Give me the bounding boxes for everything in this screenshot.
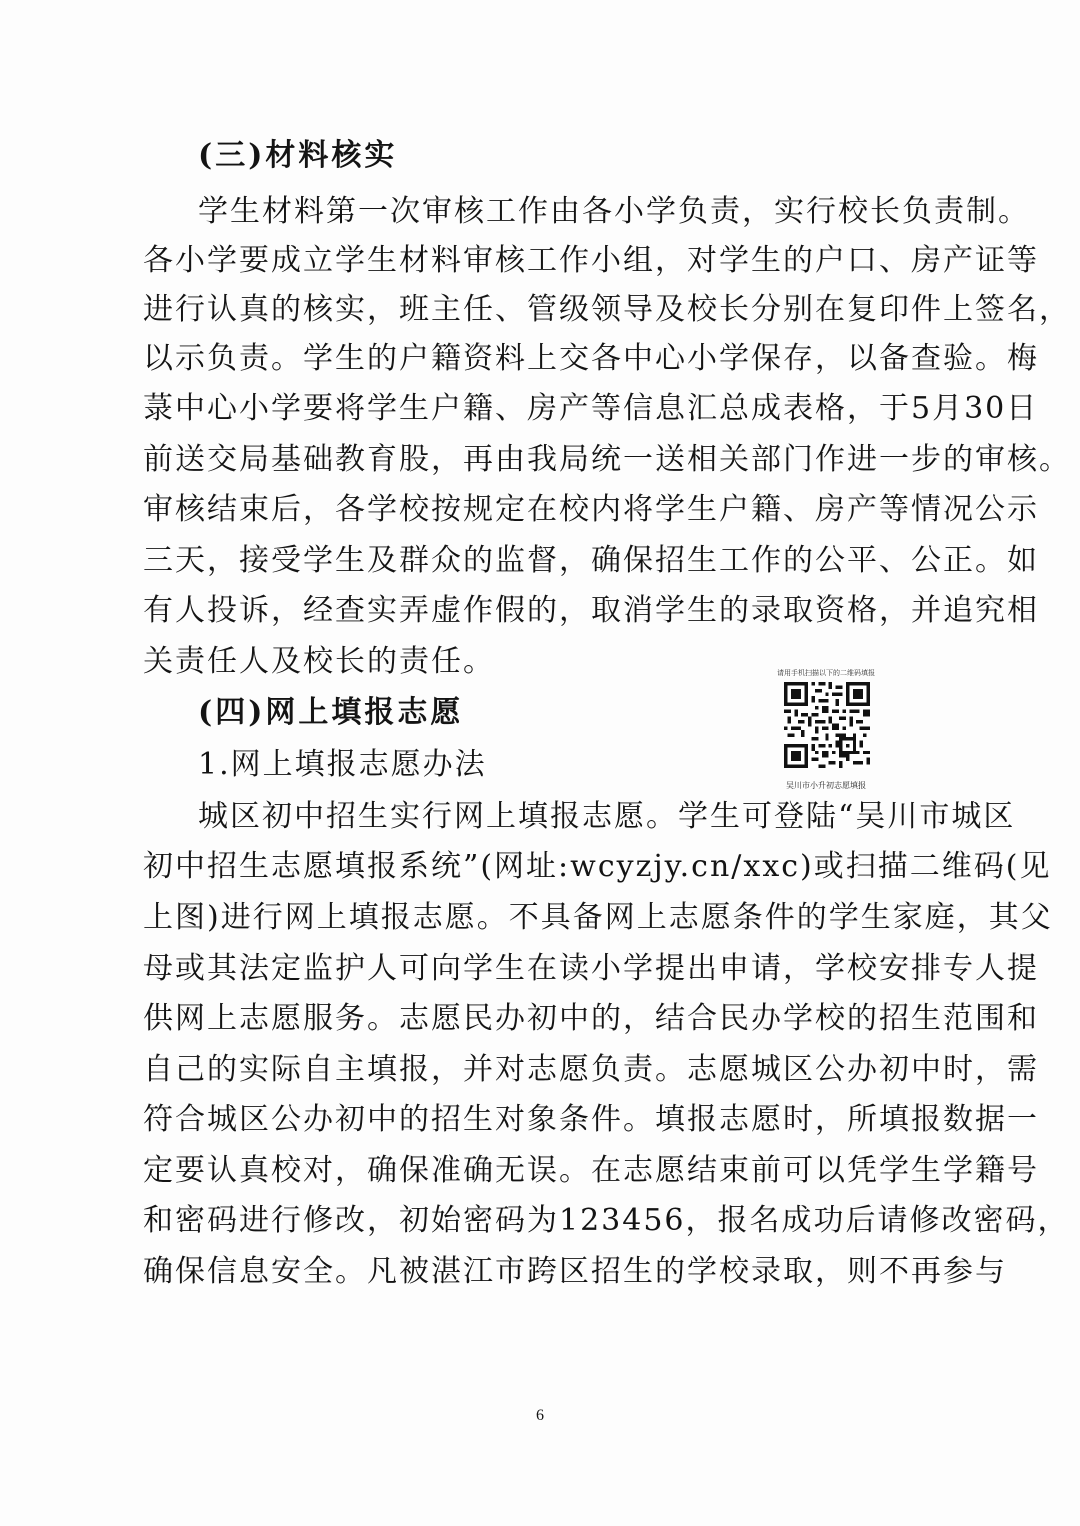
paragraph-line: 菉中心小学要将学生户籍、房产等信息汇总成表格，于5月30日 <box>143 391 1039 426</box>
page-number: 6 <box>536 1407 544 1424</box>
qr-code-block[interactable] <box>770 668 882 792</box>
paragraph-line: 确保信息安全。凡被湛江市跨区招生的学校录取，则不再参与 <box>143 1254 1007 1289</box>
paragraph-line: 和密码进行修改，初始密码为123456，报名成功后请修改密码， <box>143 1203 1070 1238</box>
paragraph-line: 三天，接受学生及群众的监督，确保招生工作的公平、公正。如 <box>143 543 1039 578</box>
section-heading-materials-verification: (三)材料核实 <box>198 138 398 173</box>
paragraph-line: 初中招生志愿填报系统”(网址:wcyzjy.cn/xxc)或扫描二维码(见 <box>143 849 1052 884</box>
paragraph-line: 进行认真的核实，班主任、管级领导及校长分别在复印件上签名， <box>143 292 1071 327</box>
paragraph-line: 关责任人及校长的责任。 <box>143 644 495 679</box>
paragraph-line: 母或其法定监护人可向学生在读小学提出申请，学校安排专人提 <box>143 951 1039 986</box>
qr-caption-top: 请用手机扫描以下的二维码填报 <box>777 669 875 677</box>
paragraph-line: 上图)进行网上填报志愿。不具备网上志愿条件的学生家庭，其父 <box>143 900 1053 935</box>
paragraph-line: 定要认真校对，确保准确无误。在志愿结束前可以凭学生学籍号 <box>143 1153 1039 1188</box>
qr-code-icon[interactable] <box>784 682 870 768</box>
paragraph-line: 有人投诉，经查实弄虚作假的，取消学生的录取资格，并追究相 <box>143 593 1039 628</box>
paragraph-line: 学生材料第一次审核工作由各小学负责，实行校长负责制。 <box>198 194 1030 229</box>
paragraph-line: 自己的实际自主填报，并对志愿负责。志愿城区公办初中时，需 <box>143 1052 1039 1087</box>
paragraph-line: 以示负责。学生的户籍资料上交各中心小学保存，以备查验。梅 <box>143 341 1039 376</box>
subsection-heading: 1.网上填报志愿办法 <box>198 747 487 782</box>
paragraph-line: 城区初中招生实行网上填报志愿。学生可登陆“吴川市城区 <box>198 799 1016 834</box>
paragraph-line: 符合城区公办初中的招生对象条件。填报志愿时，所填报数据一 <box>143 1102 1039 1137</box>
qr-caption-bottom: 吴川市小升初志愿填报 <box>786 781 866 790</box>
paragraph-line: 审核结束后，各学校按规定在校内将学生户籍、房产等情况公示 <box>143 492 1039 527</box>
paragraph-line: 供网上志愿服务。志愿民办初中的，结合民办学校的招生范围和 <box>143 1001 1039 1036</box>
section-heading-online-application: (四)网上填报志愿 <box>198 695 464 730</box>
paragraph-line: 前送交局基础教育股，再由我局统一送相关部门作进一步的审核。 <box>143 442 1071 477</box>
paragraph-line: 各小学要成立学生材料审核工作小组，对学生的户口、房产证等 <box>143 243 1039 278</box>
